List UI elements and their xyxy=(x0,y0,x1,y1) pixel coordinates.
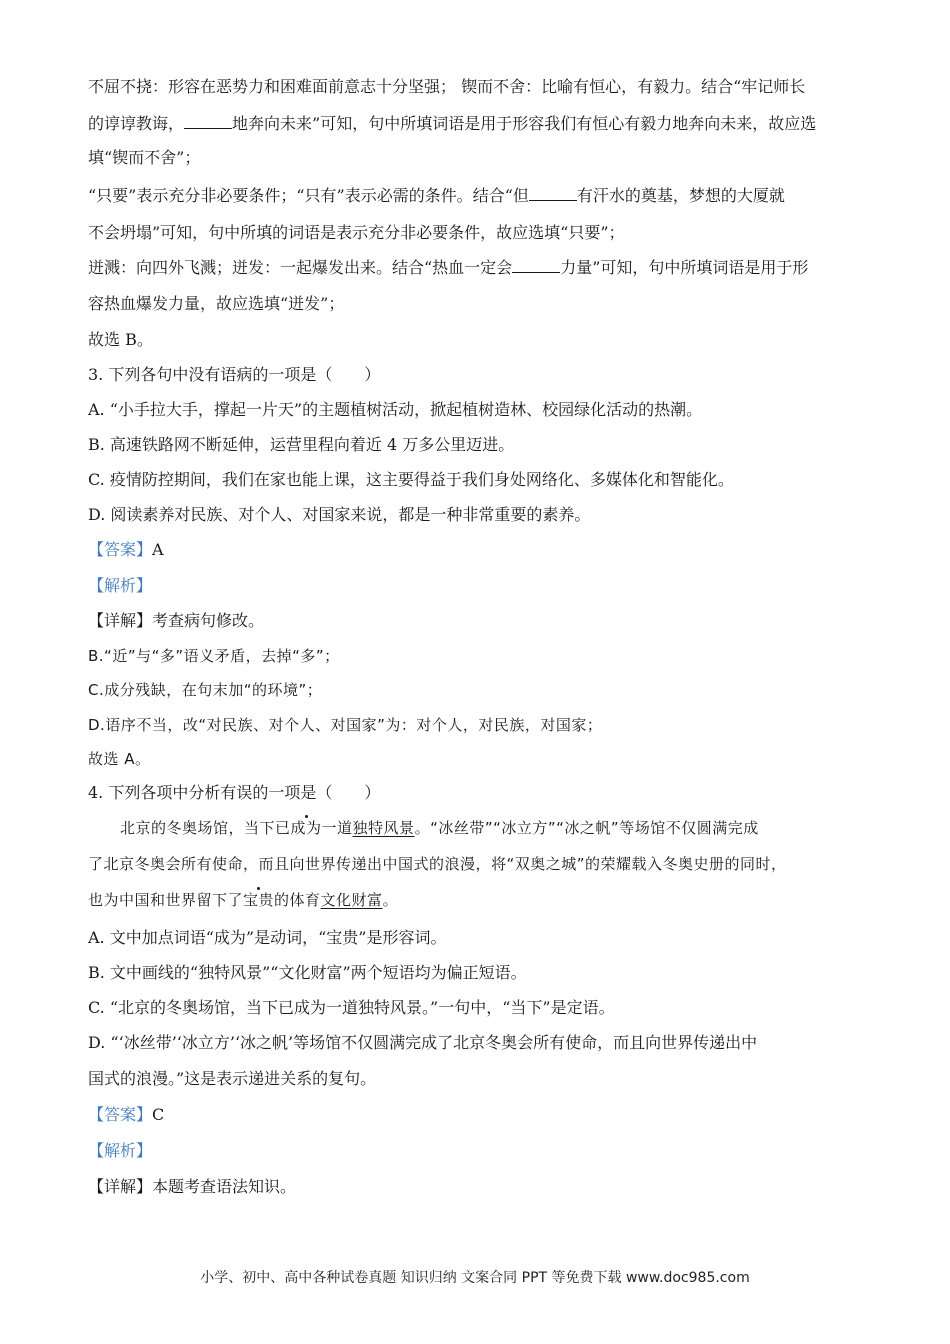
answer-tag: 【答案】 xyxy=(88,1105,153,1124)
passage-text: 的体育 xyxy=(274,891,321,909)
q3-detail: 【详解】考查病句修改。 xyxy=(88,611,265,630)
q2-line-3: 填“锲而不舍”； xyxy=(88,148,201,167)
answer-value: C xyxy=(152,1105,165,1124)
q4-detail: 【详解】本题考查语法知识。 xyxy=(88,1177,297,1196)
q4-option-d-line-1: D. “‘冰丝带’‘冰立方’‘冰之帆’等场馆不仅圆满完成了北京冬奥会所有使命，而且向世界传递出中 xyxy=(88,1033,758,1052)
q2-line-4 xyxy=(88,185,785,207)
q3-option-c: C. 疫情防控期间，我们在家也能上课，这主要得益于我们身处网络化、多媒体化和智能化。 xyxy=(88,470,734,489)
q4-option-d-line-2: 国式的浪漫。”这是表示递进关系的复句。 xyxy=(88,1069,377,1088)
q3-conclusion: 故选 A。 xyxy=(88,750,151,768)
q4-passage-line-3 xyxy=(88,889,398,911)
q3-stem: 3. 下列各句中没有语病的一项是（ ） xyxy=(88,365,381,384)
q4-passage-line-1 xyxy=(120,817,759,839)
fill-blank xyxy=(512,258,560,273)
q3-option-a: A. “小手拉大手，撑起一片天”的主题植树活动，掀起植树造林、校园绿化活动的热潮。 xyxy=(88,400,703,419)
q4-option-c: C. “北京的冬奥场馆，当下已成为一道独特风景。”一句中，“当下”是定语。 xyxy=(88,998,615,1017)
fill-blank xyxy=(184,114,232,129)
passage-text: 北京的冬奥场馆，当下已 xyxy=(120,819,291,837)
passage-text: 。 xyxy=(382,891,399,909)
q2-line-2 xyxy=(88,113,816,135)
q2-line-4-a: “只要”表示充分非必要条件；“只有”表示必需的条件。结合“但 xyxy=(88,186,529,205)
answer-tag: 【答案】 xyxy=(88,540,153,559)
q2-conclusion: 故选 B。 xyxy=(88,330,153,349)
q3-option-d: D. 阅读素养对民族、对个人、对国家来说，都是一种非常重要的素养。 xyxy=(88,505,591,524)
q2-line-2-a: 的谆谆教诲， xyxy=(88,114,185,133)
q2-line-4-b: 有汗水的奠基，梦想的大厦就 xyxy=(576,186,785,205)
q2-line-5: 不会坍塌”可知，句中所填的词语是表示充分非必要条件，故应选填“只要”； xyxy=(88,223,625,242)
q2-line-2-b: 地奔向未来”可知，句中所填词语是用于形容我们有恒心有毅力地奔向未来，故应选 xyxy=(232,114,817,133)
q4-analysis-tag: 【解析】 xyxy=(88,1141,153,1160)
dotted-word: 宝贵 xyxy=(243,891,275,909)
q2-line-7: 容热血爆发力量，故应选填“迸发”； xyxy=(88,294,345,313)
q3-explain-c: C.成分残缺，在句末加“的环境”； xyxy=(88,681,323,699)
passage-text: 一道 xyxy=(321,819,353,837)
q2-line-6-b: 力量”可知，句中所填词语是用于形 xyxy=(560,258,809,277)
page-footer: 小学、初中、高中各种试卷真题 知识归纳 文案合同 PPT 等免费下载 www.doc985.com xyxy=(200,1270,750,1286)
q3-analysis-tag: 【解析】 xyxy=(88,576,153,595)
underlined-phrase: 独特风景 xyxy=(352,819,415,837)
q4-stem: 4. 下列各项中分析有误的一项是（ ） xyxy=(88,783,381,802)
q3-answer xyxy=(88,539,164,561)
q4-answer xyxy=(88,1104,164,1126)
q2-line-6 xyxy=(88,257,808,279)
q4-option-a: A. 文中加点词语“成为”是动词，“宝贵”是形容词。 xyxy=(88,928,447,947)
q3-explain-d: D.语序不当，改“对民族、对个人、对国家”为：对个人，对民族，对国家； xyxy=(88,716,603,734)
q2-line-1: 不屈不挠：形容在恶势力和困难面前意志十分坚强； 锲而不舍：比喻有恒心，有毅力。结合“牢记师长 xyxy=(88,77,806,96)
q3-option-b: B. 高速铁路网不断延伸，运营里程向着近 4 万多公里迈进。 xyxy=(88,435,515,454)
q3-explain-b: B.“近”与“多”语义矛盾，去掉“多”； xyxy=(88,647,340,665)
q4-passage-line-2: 了北京冬奥会所有使命，而且向世界传递出中国式的浪漫，将“双奥之城”的荣耀载入冬奥史册的同时， xyxy=(88,855,787,873)
passage-text: 。“冰丝带”“冰立方”“冰之帆”等场馆不仅圆满完成 xyxy=(414,819,759,837)
underlined-phrase: 文化财富 xyxy=(320,891,383,909)
q2-line-6-a: 迸溅：向四外飞溅；迸发：一起爆发出来。结合“热血一定会 xyxy=(88,258,513,277)
fill-blank xyxy=(529,186,577,201)
answer-value: A xyxy=(152,540,164,559)
q4-option-b: B. 文中画线的“独特风景”“文化财富”两个短语均为偏正短语。 xyxy=(88,963,527,982)
dotted-word: 成为 xyxy=(290,819,322,837)
passage-text: 也为中国和世界留下了 xyxy=(88,891,244,909)
